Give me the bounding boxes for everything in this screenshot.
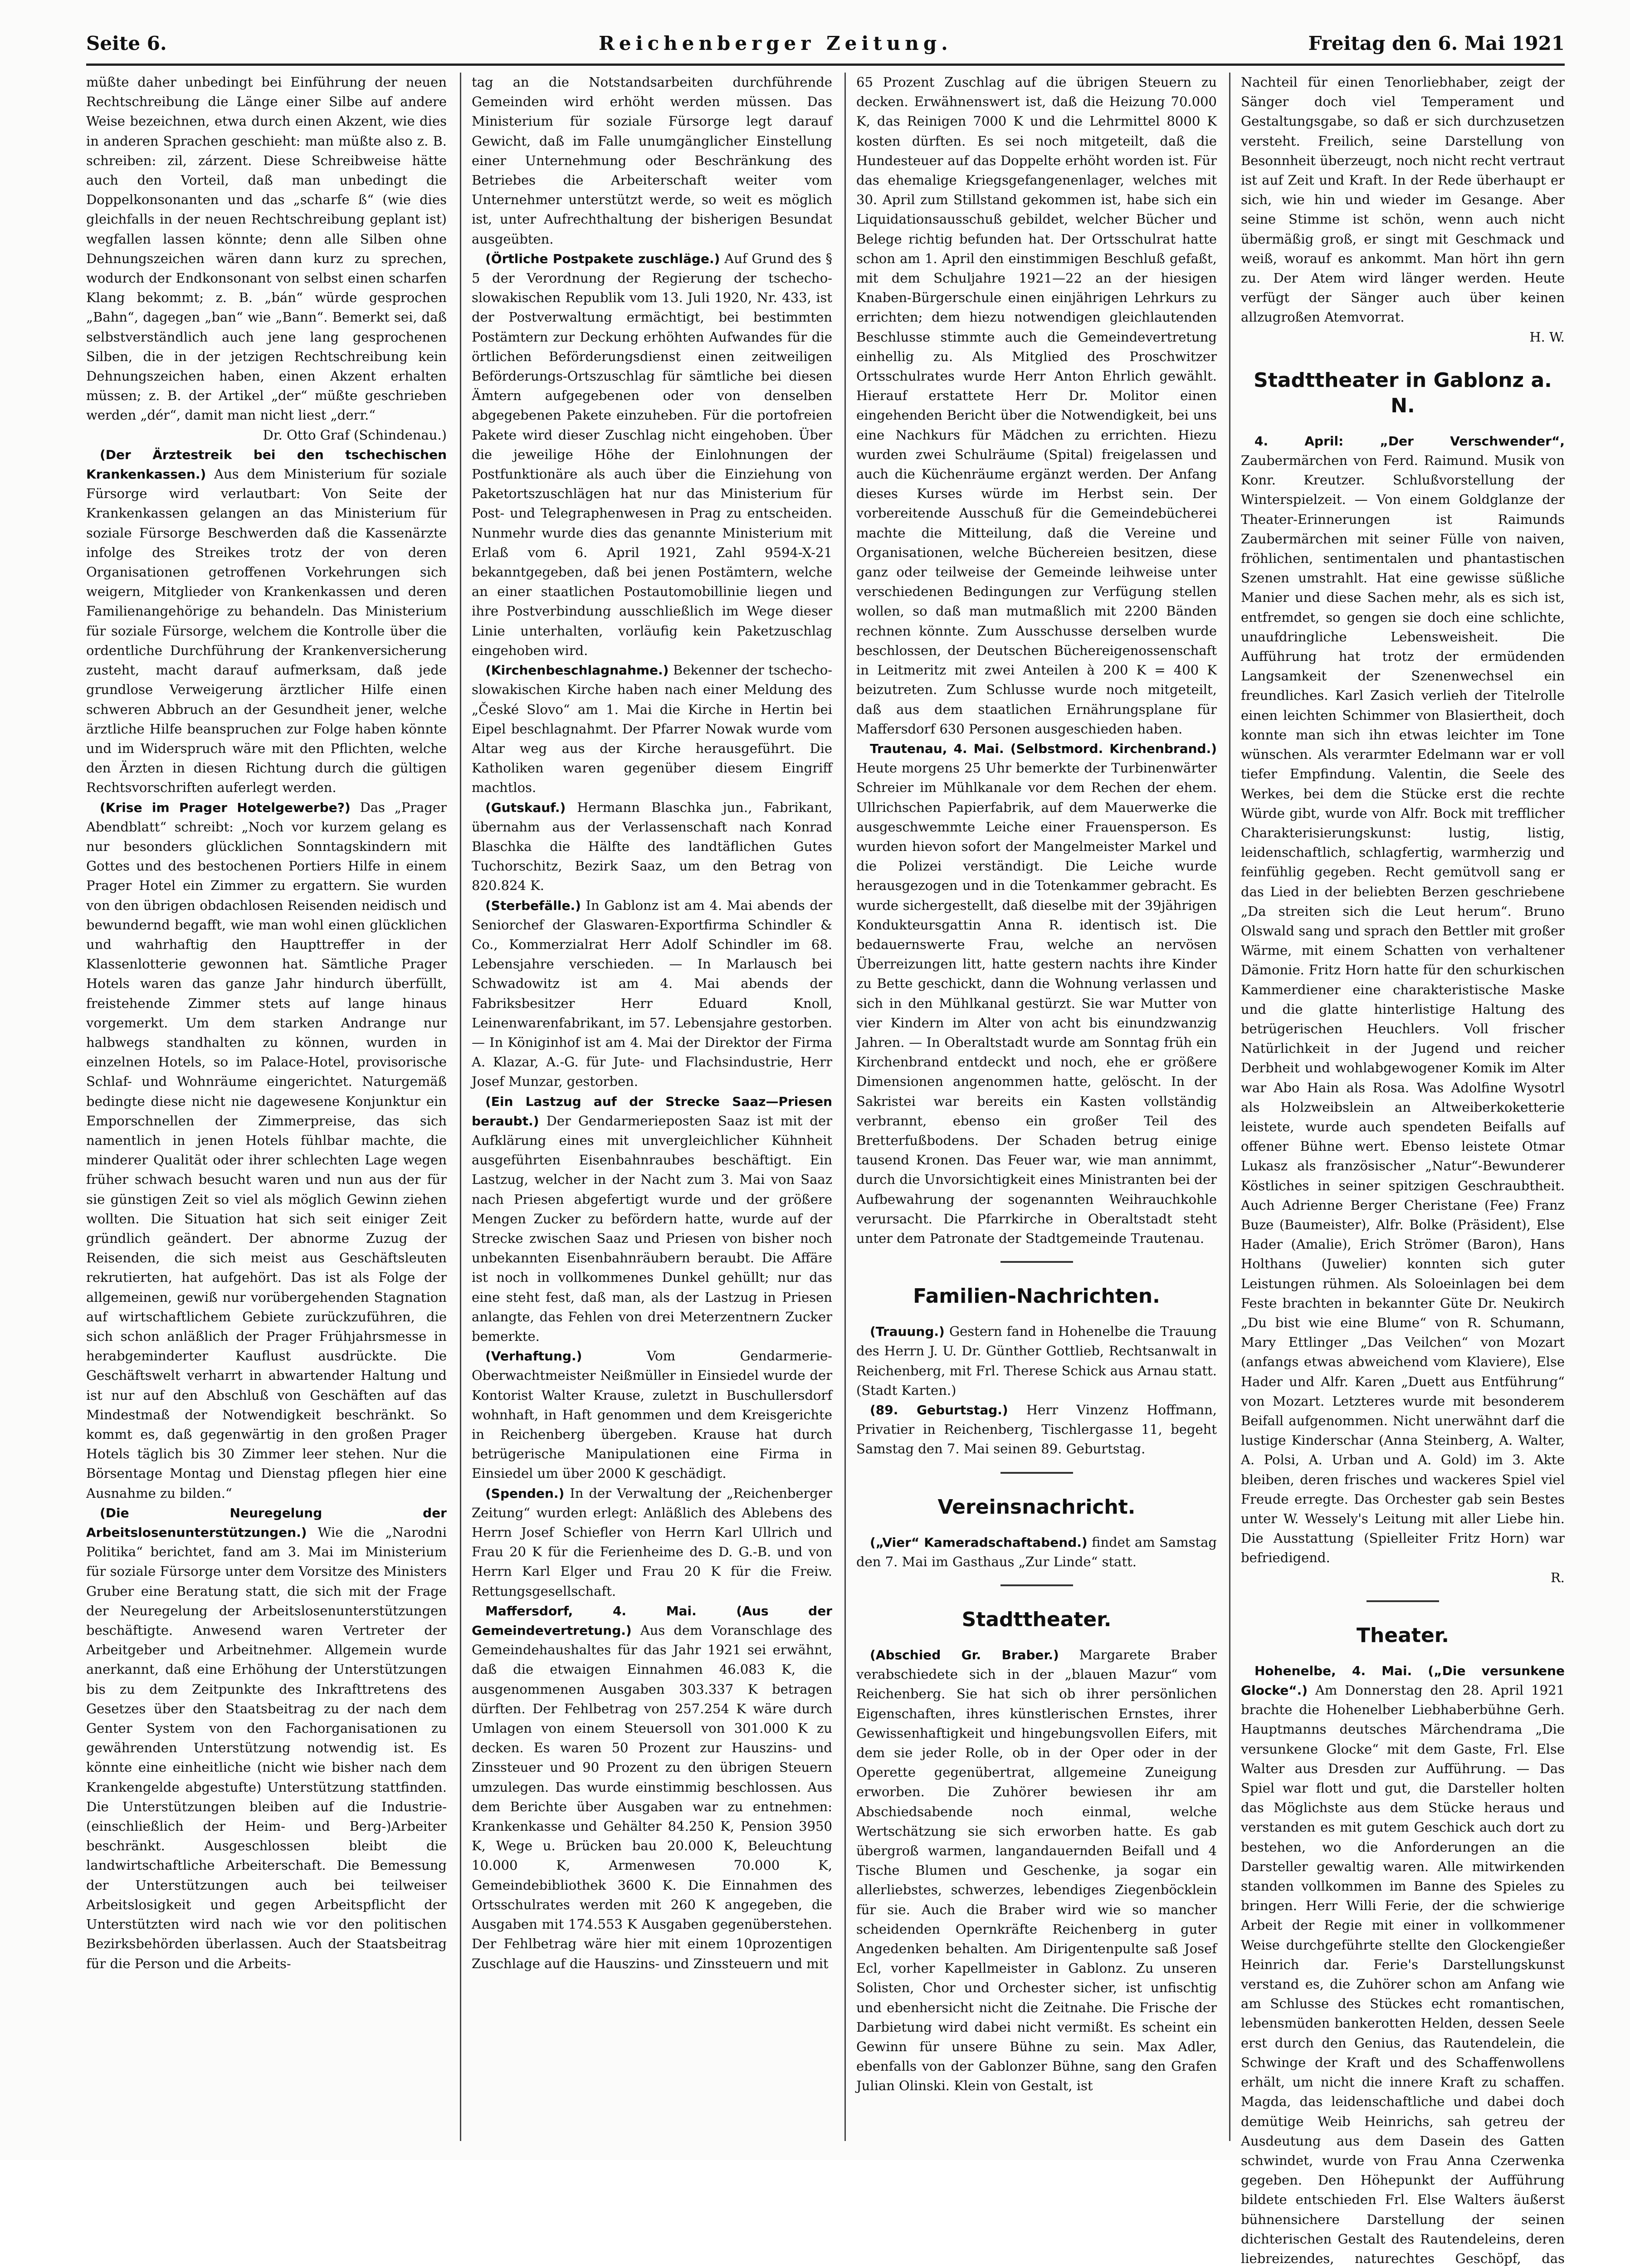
signature-r: R. [1550,1569,1565,1585]
article-verschwender: 4. April: „Der Verschwender“, Zaubermärchen von Ferd. Raimund. Musik von Konr. Kreutzer. Schlußvorstellung der Winterspielzeit. — Von einem Goldglanze der Theater-Erinnerungen ist Raimunds Zaubermärchen mit seiner Fülle von naiven, fröhlichen, sentimentalen und phantastischen Szenen umstrahlt. Hat eine gewisse süßliche Manier und diese Sachen mehr, als es sich ist, entfremdet, so gengen sie doch eine schlichte, unaufdringliche Lebensweisheit. Die Aufführung hat trotz der ermüdenden Langsamkeit der Szenenwechsel ein freundliches. Karl Zasich verlieh der Titelrolle einen leichten Schimmer von Blasiertheit, doch konnte man sich ihn etwas leichter im Tone wünschen. Als verarmter Edelmann war er voll tiefer Empfindung. Valentin, die Seele des Werkes, bei dem die Stücke erst die rechte Würde gibt, wurde von Alfr. Bock mit trefflicher Charakterisierungskunst: lustig, listig, leidenschaftlich, schlagfertig, warmherzig und feinfühlig gegeben. Recht gemütvoll sang er das Lied in der beliebten Berzen geschriebene „Da streiten sich die Leut herum“. Bruno Olswald sang und sprach den Bettler mit großer Wärme, mit einem Schatten von verhaltener Dämonie. Fritz Horn hatte für den schurkischen Kammerdiener eine charakteristische Maske und die glatte hinterlistige Haltung des betrügerischen Heuchlers. Voll frischer Natürlichkeit in der Jugend und reicher Derbheit und wohlabgewogener Komik im Alter war Abo Hain als Rosa. Was Adolfine Wysotrl als Holzweibslein an Altweiberkoketterie leistete, wurde auch spendeten Beifalls auf offener Bühne wert. Ebenso leistete Otmar Lukasz als französischer „Natur“-Bewunderer Köstliches in seiner spitzigen Geschraubtheit. Auch Adrienne Berger Cheristane (Fee) Franz Buze (Baumeister), Alfr. Bolke (Präsident), Else Hader (Amalie), Erich Strömer (Baron), Hans Holthans (Juwelier) konnten sich guter Leistungen rühmen. Als Soloeinlagen bei dem Feste brachten in bekannter Güte Dr. Neukirch „Du bist wie eine Blume“ von R. Schumann, Mary Ettlinger „Das Veilchen“ von Mozart (anfangs etwas abweichend vom Klaviere), Else Hader und Alfr. Karen „Duett aus Entführung“ von Mozart. Letzteres wurde mit besonderem Beifall aufgenommen. Nicht unerwähnt darf die lustige Kinderschar (Anna Steinberg, A. Walter, A. Polsi, A. Urban und A. Gold) im 3. Akte bleiben, deren frisches und wackeres Spiel viel Freude erregte. Das Orchester gab sein Bestes unter W. Wessely's Leitung mit aller Liebe hin. Die Ausstattung (Spielleiter Fritz Horn) war befriedigend. [1241,433,1565,1566]
article-kameradschaftabend: („Vier“ Kameradschaftabend.) findet am Samstag den 7. Mai im Gasthaus „Zur Linde“ statt. [856,1534,1217,1569]
newspaper-title: Reichenberger Zeitung. [599,32,952,54]
article-postpakete: (Örtliche Postpakete zuschläge.) Auf Grund des § 5 der Verordnung der Regierung der tschecho-slowakischen Republik vom 13. Juli 1920, Nr. 433, ist der Postverwaltung ermächtigt, bei bestimmten Postämtern zur Deckung erhöhten Aufwandes für die örtlichen Beförderungsdienst einen zeitweiligen Beförderungs-Ortszuschlag für sämtliche bei diesen Ämtern aufgegebenen oder von denselben abgegebenen Pakete einzuheben. Für die portofreien Pakete wird dieser Zuschlag nicht eingehoben. Über die jeweilige Höhe der Einlohnungen der Postfunktionäre als auch über die Einziehung von Paketortszuschlägen hat nur das Ministerium für Post- und Telegraphenwesen in Prag zu entscheiden. Nunmehr wurde dies das genannte Ministerium mit Erlaß vom 6. April 1921, Zahl 9594-X-21 bekanntgegeben, daß bei jenen Postämtern, welche an einer staatlichen Postautomobillinie liegen und ihre Postverbindung ausschließlich im Wege dieser Linie unterhalten, vorläufig kein Paketzuschlag eingehoben wird. [472,250,832,658]
section-heading-gablonz: Stadttheater in Gablonz a. N. [1254,368,1552,417]
article-abschied-braber: (Abschied Gr. Braber.) Margarete Braber verabschiedete sich in der „blauen Mazur“ vom Reichenberg. Sie hat sich ob ihrer persönlichen Eigenschaften, ihres künstlerischen Ernstes, ihrer Gewissenhaftigkeit und hingebungsvollen Eifers, mit dem sie jeder Rolle, ob in der Oper oder in der Operette gegenübertrat, allgemeine Zuneigung erworben. Die Zuhörer bewiesen ihr am Abschiedsabende noch einmal, welche Wertschätzung sie sich erworben hatte. Es gab übergroß warmen, langandauernden Beifall und 4 Tische Blumen und Geschenke, ja sogar ein allerliebstes, schwerzes, lebendiges Ziegenböcklein für sie. Auch die Braber wird wie so mancher scheidenden Opernkräfte Reichenberg in guter Angedenken behalten. Am Dirigentenpulte saß Josef Ecl, vorher Kapellmeister in Gablonz. Zu unseren Solisten, Chor und Orchester sicher, ist unfischtig und ebenhersicht nicht die Zeitnahe. Die Frische der Darbietung wird dabei nicht vermißt. Es scheint ein Gewinn für unsere Bühne zu sein. Max Adler, ebenfalls von der Gablonzer Bühne, sang den Grafen Julian Olinski. Klein von Gestalt, ist [856,1647,1217,2094]
article-versunkene-glocke: Hohenelbe, 4. Mai. („Die versunkene Glocke“.) Am Donnerstag den 28. April 1921 brachte die Hohenelber Liebhaberbühne Gerh. Hauptmanns deutsches Märchendrama „Die versunkene Glocke“ mit dem Gaste, Frl. Else Walter aus Dresden zur Aufführung. — Das Spiel war flott und gut, die Darsteller holten das Möglichste aus dem Stücke heraus und verstanden es mit gutem Geschick auch dort zu bestehen, wo die Anforderungen an die Darsteller gewaltig waren. Alle mitwirkenden standen vollkommen im Banne des Spieles zu bringen. Herr Willi Ferie, der die schwierige Arbeit der Regie mit einer in vollkommener Weise durchgeführte stellte den Glockengießer Heinrich dar. Ferie's Darstellungskunst verstand es, die Zuhörer schon am Anfang wie am Schlusse des Stückes echt romantischen, lebensmüden bankerotten Helden, dessen Seele erst durch den Genius, das Rautendelein, die Schwinge der Kraft und des Schaffenwollens erhält, um nicht die innere Kraft zu schaffen. Magda, das leidenschaftliche und dabei doch demütige Weib Heinrichs, sah getreu der Ausdeutung aus dem Dasein des Gatten schwindet, wurde von Frau Anna Czerwenka gegeben. Den Höhepunkt der Aufführung bildete entschieden Frl. Else Walters äußerst bühnensichere Darstellung der seinen dichterischen Gestalt des Rautendeleins, deren liebreizendes, naturechtes Geschöpf, das [1241,1663,1565,2266]
column-2 [472,73,832,2141]
article-trautenau: Trautenau, 4. Mai. (Selbstmord. Kirchenbrand.) Heute morgens 25 Uhr bemerkte der Turbinenwärter Schreier im Mühlkanale vor dem Rechen der ehem. Ullrichschen Papierfabrik, auf dem Mauerwerke die ausgeschwemmte Leiche einer Frauensperson. Es wurden hievon sofort der Mangelmeister Markel und die Polizei verständigt. Die Leiche wurde herausgezogen und in die Totenkammer gebracht. Es wurde sichergestellt, daß dieselbe mit der 39jährigen Kondukteursgattin Anna R. identisch ist. Die bedauernswerte Frau, welche an nervösen Überreizungen litt, hatte gestern nachts ihre Kinder zu Bette geschickt, dann die Wohnung verlassen und sich in den Mühlkanal gestürzt. Sie war Mutter von vier Kindern im Alter von acht bis einundzwanzig Jahren. — In Oberaltstadt wurde am Sonntag früh ein Kirchenbrand entdeckt und noch, ehe er größere Dimensionen angenommen hatte, gelöscht. In der Sakristei war bereits ein Kasten vollständig verbrannt, ebenso ein großer Teil des Bretterfußbodens. Der Schaden betrug einige tausend Kronen. Das Feuer war, wie man annimmt, durch die Unvorsichtigkeit eines Ministranten bei der Aufbewahrung der sogenannten Weihrauchkohle verursacht. Die Pfarrkirche in Oberaltstadt steht unter dem Patronate der Stadtgemeinde Trautenau. [856,741,1217,1246]
article-trauung: (Trauung.) Gestern fand in Hohenelbe die Trauung des Herrn J. U. Dr. Günther Gottlieb, Rechtsanwalt in Reichenberg, mit Frl. Therese Schick aus Arnau statt. (Stadt Karten.) [856,1324,1217,1398]
article-hotelgewerbe: (Krise im Prager Hotelgewerbe?) Das „Prager Abendblatt“ schreibt: „Noch vor kurzem gelang es nur besonders glücklichen Sonntagskindern mit Gottes und des bestochenen Portiers Hilfe in einem Prager Hotel ein Zimmer zu ergattern. Sie wurden von den übrigen obdachlosen Reisenden neidisch und bewundernd begafft, wie man wohl einen glücklichen und wahrhaftig den Haupttreffer in der Klassenlotterie gewonnen hat. Sämtliche Prager Hotels waren das ganze Jahr hindurch überfüllt, freistehende Zimmer stets auf lange hinaus vorgemerkt. Um dem starken Andrange nur halbwegs standhalten zu können, wurden in einzelnen Hotels, so im Palace-Hotel, provisorische Schlaf- und Wohnräume eingerichtet. Naturgemäß bedingte diese nicht nie dagewesene Konjunktur ein Emporschnellen der Zimmerpreise, das sich namentlich in jenen Hotels fühlbar machte, die minderer Qualität oder ihrer schlechten Lage wegen früher schwach besucht waren und nun aus der für sie günstigen Zeit so viel als möglich Gewinn ziehen wollten. Die Situation hat sich seit einiger Zeit gründlich geändert. Der abnorme Zuzug der Reisenden, die sich meist aus Geschäftsleuten rekrutierten, hat aufgehört. Das ist als Folge der allgemeinen, gewiß nur vorübergehenden Stagnation auf wirtschaftlichem Gebiete zurückzuführen, die sich schon anläßlich der Prager Frühjahrsmesse in herabgeminderter Kauflust ausdrückte. Die Geschäftswelt verharrt in abwartender Haltung und ist nur auf den Abschluß von Geschäften auf das Mindestmaß der Notwendigkeit beschränkt. So kommt es, daß gegenwärtig in den großen Prager Hotels täglich bis 30 Zimmer leer stehen. Nur die Börsentage Montag und Dienstag pflegen hier eine Ausnahme zu bilden.“ [86,799,447,1501]
column-rule-1 [460,73,461,2141]
header-rule [86,64,1565,66]
article-notstand: tag an die Notstandsarbeiten durchführende Gemeinden wird erhöht werden müssen. Das Ministerium für soziale Fürsorge legt darauf Gewicht, daß im Falle unumgänglicher Einstellung einer Unternehmung oder Beschränkung des Betriebes die Arbeiterschaft weiter vom Unternehmer unterstützt werde, so weit es möglich ist, unter Aufrechthaltung der bisherigen Besundat ausgeübten. [472,74,832,247]
column-rule-3 [1229,73,1230,2141]
section-heading-familien: Familien-Nachrichten. [913,1285,1160,1308]
section-separator [1366,1600,1439,1602]
article-gemeinde-fortsetzung: 65 Prozent Zuschlag auf die übrigen Steuern zu decken. Erwähnenswert ist, daß die Heizung 70.000 K, das Reinigen 7000 K und die Lehrmittel 8000 K kosten dürften. Es sei noch mitgeteilt, daß die Hundesteuer auf das Doppelte erhöht worden ist. Für das ehemalige Kriegsgefangenenlager, welches mit 30. April zum Stillstand gekommen ist, habe sich ein Liquidationsausschuß gebildet, welcher Bücher und Belege richtig befunden hat. Der Ortsschulrat hatte schon am 1. April den einstimmigen Beschluß gefaßt, mit dem Schuljahre 1921—22 an der hiesigen Knaben-Bürgerschule einen einjährigen Lehrkurs zu errichten; dem hiezu notwendigen gleichlautenden Beschlusse stimmte auch die Gemeindevertretung einhellig zu. Als Mitglied des Proschwitzer Ortsschulrates wurde Herr Anton Ehrlich gewählt. Hierauf erstattete Herr Dr. Molitor einen eingehenden Bericht über die Notwendigkeit, bei uns eine Nachkurs für Mädchen zu errichten. Hiezu wurden zwei Schulräume (Spital) freigelassen und auch die Küchenräume ergänzt werden. Der Anfang dieses Kurses würde im Herbst sein. Der vorbereitende Ausschuß für die Gemeindebücherei machte die Mitteilung, daß die Vereine und Organisationen, welche Büchereien besitzen, diese ganz oder teilweise der Gemeinde leihweise unter verschiedenen Bedingungen zur Verfügung stellen wollen, so daß man mutmaßlich mit 2200 Bänden rechnen könnte. Zum Ausschusse derselben wurde beschlossen, der Deutschen Büchereigenossenschaft in Leitmeritz mit zwei Anteilen à 200 K = 400 K beizutreten. Zum Schlusse wurde noch mitgeteilt, daß aus dem staatlichen Ernährungsplane für Maffersdorf 630 Personen ausgeschieden haben. [856,74,1217,737]
article-lastzug: (Ein Lastzug auf der Strecke Saaz—Priesen beraubt.) Der Gendarmerieposten Saaz ist mit der Aufklärung eines mit unvergleichlicher Kühnheit ausgeführten Eisenbahnraubes beschäftigt. Ein Lastzug, welcher in der Nacht zum 3. Mai von Saaz nach Priesen abgefertigt wurde und der größere Mengen Zucker zu befördern hatte, wurde auf der Strecke zwischen Saaz und Priesen von bisher noch unbekannten Eisenbahnräubern beraubt. Die Affäre ist noch in vollkommenes Dunkel gehüllt; nur das eine steht fest, daß man, als der Lastzug in Priesen anlangte, das Fehlen von drei Meterzentnern Zucker bemerkte. [472,1094,832,1344]
section-heading-theater: Theater. [1357,1623,1449,1647]
article-sterbefaelle: (Sterbefälle.) In Gablonz ist am 4. Mai abends der Seniorchef der Glaswaren-Exportfirma Schindler & Co., Kommerzialrat Herr Adolf Schindler im 68. Lebensjahre verschieden. — In Marlausch bei Schwadowitz ist am 4. Mai abends der Fabriksbesitzer Herr Eduard Knoll, Leinenwarenfabrikant, im 57. Lebensjahre gestorben. — In Königinhof ist am 4. Mai der Direktor der Firma A. Klazar, A.-G. für Jute- und Flachsindustrie, Herr Josef Munzar, gestorben. [472,897,832,1090]
page-header [86,30,1565,57]
section-separator [1000,1472,1073,1474]
article-spenden: (Spenden.) In der Verwaltung der „Reichenberger Zeitung“ wurden erlegt: Anläßlich des Ablebens des Herrn Josef Schiefler von Herrn Karl Ullrich und Frau 20 K für die Ferienheime des D. G.-B. und von Herrn Karl Elger und Frau 20 K für die Freiw. Rettungsgesellschaft. [472,1485,832,1599]
column-4 [1241,73,1565,2266]
section-separator [1000,1261,1073,1263]
article-kirchenbeschlagnahme: (Kirchenbeschlagnahme.) Bekenner der tschecho-slowakischen Kirche haben nach einer Meldung des „České Slovo“ am 1. Mai die Kirche in Hertin bei Eipel beschlagnahmt. Der Pfarrer Nowak wurde vom Altar weg aus der Kirche herausgeführt. Die Katholiken waren gegenüber diesem Eingriff machtlos. [472,662,832,796]
article-geburtstag: (89. Geburtstag.) Herr Vinzenz Hoffmann, Privatier in Reichenberg, Tischlergasse 11, begeht Samstag den 7. Mai seinen 89. Geburtstag. [856,1402,1217,1457]
article-gutskauf: (Gutskauf.) Hermann Blaschka jun., Fabrikant, übernahm aus der Verlassenschaft nach Konrad Blaschka die Hälfte des landtäflichen Gutes Tuchorschitz, Bezirk Saaz, um den Betrag von 820.824 K. [472,799,832,894]
article-braber-fortsetzung: Nachteil für einen Tenorliebhaber, zeigt der Sänger doch viel Temperament und Gestaltungsgabe, so daß er sich durchzusetzen versteht. Freilich, seine Darstellung von Besonnheit überzeugt, noch nicht recht vertraut ist auf Zeit und Kraft. In der Rede überhaupt er sich, wie hin und wieder im Gesange. Aber seine Stimme ist schön, wenn auch nicht übermäßig groß, er singt mit Geschmack und weiß, worauf es ankommt. Man hört ihn gern zu. Der Atem wird länger werden. Heute verfügt der Sänger auch über keinen allzugroßen Atemvorrat. [1241,74,1565,325]
column-1 [86,73,447,2141]
article-aerztestreik: (Der Ärztestreik bei den tschechischen Krankenkassen.) Aus dem Ministerium für soziale Fürsorge wird verlautbart: Von Seite der Krankenkassen gelangen an das Ministerium für soziale Fürsorge Beschwerden daß die Kassenärzte infolge des Streikes trotz der von deren Organisationen getroffenen Vorkehrungen sich weigern, Mitglieder von Krankenkassen und deren Familienangehörige zu behandeln. Das Ministerium für soziale Fürsorge, welchem die Kontrolle über die ordentliche Durchführung der Krankenversicherung zusteht, macht darauf aufmerksam, daß jede grundlose Verweigerung ärztlicher Hilfe einen schweren Abbruch an der Gesundheit jener, welche ärztliche Hilfe beanspruchen zur Folge haben könnte und im Widerspruch wäre mit den Pflichten, welche den Ärzten in diesen Richtung durch die gültigen Rechtsvorschriften auferlegt werden. [86,447,447,796]
article-arbeitslosen: (Die Neuregelung der Arbeitslosenunterstützungen.) Wie die „Narodni Politika“ berichtet, fand am 3. Mai im Ministerium für soziale Fürsorge unter dem Vorsitze des Ministers Gruber eine Beratung statt, die sich mit der Frage der Neuregelung der Arbeitslosenunterstützungen beschäftigte. Anwesend waren Vertreter der Arbeitgeber und Arbeitnehmer. Allgemein wurde anerkannt, daß eine Erhöhung der Unterstützungen bis zu dem Zeitpunkte des Inkrafttretens des Gesetzes über den Staatsbeitrag zu der nach dem Genter System von den Fachorganisationen zu gewährenden Unterstützung notwendig ist. Es könnte eine einheitliche (nicht wie bisher nach dem Krankengelde abgestufte) Unterstützung stattfinden. Die Unterstützungen bleiben auf die Industrie- (einschließlich der Heim- und Berg-)Arbeiter beschränkt. Ausgeschlossen bleibt die landwirtschaftliche Arbeiterschaft. Die Bemessung der Unterstützungen auch bei teilweiser Arbeitslosigkeit und gegen Arbeitspflicht der Unterstützten wird nach wie vor den politischen Bezirksbehörden überlassen. Auch der Staatsbeitrag für die Person und die Arbeits- [86,1505,447,1971]
article-gemeindevertretung: Maffersdorf, 4. Mai. (Aus der Gemeindevertretung.) Aus dem Voranschlage des Gemeindehaushaltes für das Jahr 1921 sei erwähnt, daß die etwaigen Einnahmen 46.083 K, die ausgenommenen Ausgaben 303.337 K betragen dürften. Der Fehlbetrag von 257.254 K wäre durch Umlagen von einem Steuersoll von 301.000 K zu decken. Es waren 50 Prozent zur Hauszins- und Zinssteuer und 90 Prozent zu den übrigen Steuern umzulegen. Das wurde einstimmig beschlossen. Aus dem Berichte über Ausgaben war zu entnehmen: Krankenkasse und Gehälter 84.250 K, Pension 3950 K, Wege u. Brücken bau 20.000 K, Beleuchtung 10.000 K, Armenwesen 70.000 K, Gemeindebibliothek 3600 K. Die Einnahmen des Ortsschulrates werden mit 260 K angegeben, die Ausgaben mit 174.553 K Ausgaben gegenüberstehen. Der Fehlbetrag wäre hier mit einem 10prozentigen Zuschlage auf die Hauszins- und Zinssteuern und mit [472,1603,833,1971]
column-rule-2 [844,73,846,2141]
section-heading-stadttheater: Stadttheater. [961,1608,1112,1632]
section-heading-verein: Vereinsnachricht. [937,1495,1136,1519]
signature-graf: Dr. Otto Graf (Schindenau.) [263,427,447,443]
issue-date: Freitag den 6. Mai 1921 [1308,32,1565,54]
page-number: Seite 6. [86,32,167,54]
column-3 [856,73,1217,2141]
section-separator [1000,1584,1073,1586]
article-rechtschreibung: müßte daher unbedingt bei Einführung der neuen Rechtschreibung die Länge einer Silbe auf andere Weise bezeichnen, etwa durch einen Akzent, wie dies in anderen Sprachen geschieht: man müßte also z. B. schreiben: zil, zárzent. Diese Schreibweise hätte auch den Vorteil, daß man unbedingt die Doppelkonsonanten und das „scharfe ß“ (wie dies gleichfalls in der neuen Rechtschreibung geplant ist) wegfallen lassen könnte; denn alle Silben ohne Dehnungszeichen wären dann kurz zu sprechen, wodurch der Endkonsonant von selbst einen scharfen Klang bekommt; z. B. „bán“ würde gesprochen „Bahn“, dagegen „ban“ wie „Bann“. Bemerkt sei, daß selbstverständlich auch jene lang gesprochenen Silben, die in der jetzigen Rechtschreibung kein Dehnungszeichen haben, einen Akzent erhalten müssen; z. B. der Artikel „der“ müßte geschrieben werden „dér“, damit man nicht liest „derr.“ [86,74,447,423]
signature-hw: H. W. [1529,329,1565,345]
article-verhaftung: (Verhaftung.) Vom Gendarmerie-Oberwachtmeister Neißmüller in Einsiedel wurde der Kontorist Walter Krause, zuletzt in Buschullersdorf wohnhaft, in Haft genommen und dem Kreisgerichte in Reichenberg übergeben. Krause hat durch betrügerische Manipulationen eine Firma in Einsiedel um über 2000 K geschädigt. [472,1348,832,1481]
